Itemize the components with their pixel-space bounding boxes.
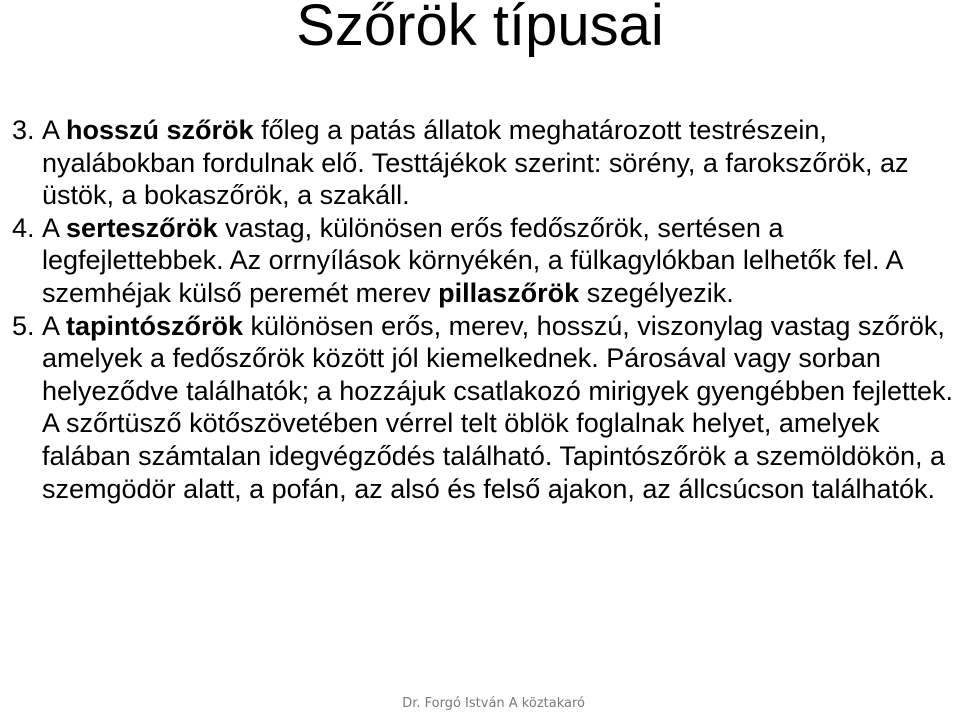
list-item-number: 4.	[12, 212, 35, 243]
slide-footer: Dr. Forgó István A köztakaró	[402, 696, 585, 711]
list-item-4	[12, 212, 957, 310]
bold-term-serteszorok: serteszőrök	[66, 212, 218, 243]
bold-term-hosszu-szorok: hosszú szőrök	[66, 115, 254, 145]
list-item-number: 3.	[12, 115, 35, 145]
text-run: főleg a patás állatok meghatározott testrészein, nyalábokban fordulnak elő. Testtájékok szerint: sörény, a farokszőrök, az üstök, a bokaszőrök, a szakáll.	[42, 115, 909, 211]
text-run: vastag, különösen erős fedőszőrök, sertésen a legfejlettebbek. Az orrnyílások környékén, a fülkagylókban lelhetők fel. A szemhéjak külső peremét merev	[42, 212, 903, 308]
list-item-number: 5.	[12, 310, 35, 341]
list-item-text	[42, 310, 957, 506]
list-item-text	[42, 212, 957, 310]
text-run: különösen erős, merev, hosszú, viszonylag vastag szőrök, amelyek a fedőszőrök között jól kiemelkednek. Párosával vagy sorban helyeződve találhatók; a hozzájuk csatlakozó mirigyek gyengébben fejlettek. A szőrtüsző kötőszövetében vérrel telt öblök foglalnak helyet, amelyek falában számtalan idegvégződés található. Tapintószőrök a szemöldökön, a szemgödör alatt, a pofán, az alsó és felső ajakon, az állcsúcson találhatók.	[42, 310, 954, 504]
text-run: A	[42, 115, 67, 145]
list-item-5	[12, 310, 957, 506]
slide-body	[12, 114, 957, 505]
text-run: A	[42, 310, 67, 341]
list-item-text	[42, 114, 957, 212]
text-run: A	[42, 212, 67, 243]
text-run: szegélyezik.	[579, 277, 734, 308]
list-item-3	[12, 114, 957, 212]
slide-title: Szőrök típusai	[296, 0, 664, 58]
bold-term-pillaszorok: pillaszőrök	[438, 277, 580, 308]
bold-term-tapintoszorok: tapintószőrök	[66, 310, 244, 341]
